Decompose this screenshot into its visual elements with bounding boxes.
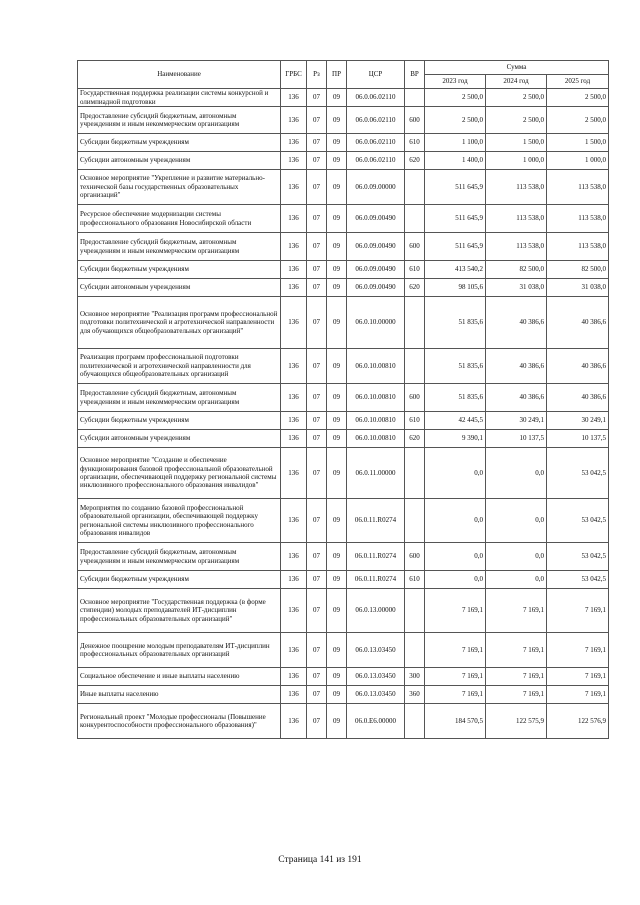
row-pr: 09 xyxy=(327,279,347,297)
row-grbs: 136 xyxy=(281,89,307,107)
row-2023: 51 835,6 xyxy=(425,349,486,384)
row-rz: 07 xyxy=(307,543,327,571)
row-csr: 06.0.13.03450 xyxy=(347,686,405,704)
row-grbs: 136 xyxy=(281,134,307,152)
table-row xyxy=(78,349,609,384)
row-csr: 06.0.06.02110 xyxy=(347,89,405,107)
row-pr: 09 xyxy=(327,543,347,571)
row-rz: 07 xyxy=(307,89,327,107)
row-grbs: 136 xyxy=(281,589,307,633)
row-pr: 09 xyxy=(327,170,347,205)
row-vr xyxy=(405,349,425,384)
header-csr: ЦСР xyxy=(347,61,405,89)
row-rz: 07 xyxy=(307,589,327,633)
table-row xyxy=(78,152,609,170)
row-grbs: 136 xyxy=(281,412,307,430)
row-2023: 511 645,9 xyxy=(425,205,486,233)
row-pr: 09 xyxy=(327,233,347,261)
row-2025: 2 500,0 xyxy=(547,89,609,107)
row-csr: 06.0.13.00000 xyxy=(347,589,405,633)
row-grbs: 136 xyxy=(281,261,307,279)
row-csr: 06.0.13.03450 xyxy=(347,633,405,668)
table-row xyxy=(78,668,609,686)
row-rz: 07 xyxy=(307,633,327,668)
row-csr: 06.0.06.02110 xyxy=(347,107,405,134)
row-pr: 09 xyxy=(327,571,347,589)
row-2023: 511 645,9 xyxy=(425,233,486,261)
row-2025: 40 386,6 xyxy=(547,349,609,384)
row-2025: 7 169,1 xyxy=(547,633,609,668)
row-vr: 610 xyxy=(405,261,425,279)
row-2023: 511 645,9 xyxy=(425,170,486,205)
row-2024: 10 137,5 xyxy=(486,430,547,448)
row-2024: 7 169,1 xyxy=(486,633,547,668)
row-name: Иные выплаты населению xyxy=(78,686,281,704)
table-row xyxy=(78,589,609,633)
row-rz: 07 xyxy=(307,448,327,499)
header-name: Наименование xyxy=(78,61,281,89)
row-2024: 0,0 xyxy=(486,543,547,571)
row-rz: 07 xyxy=(307,261,327,279)
row-2024: 7 169,1 xyxy=(486,668,547,686)
row-pr: 09 xyxy=(327,152,347,170)
row-vr: 600 xyxy=(405,233,425,261)
row-pr: 09 xyxy=(327,412,347,430)
row-2023: 7 169,1 xyxy=(425,633,486,668)
table-body xyxy=(78,89,609,739)
row-2025: 53 042,5 xyxy=(547,499,609,543)
row-vr: 600 xyxy=(405,107,425,134)
row-name: Предоставление субсидий бюджетным, автономным учреждениям и иным некоммерческим организациям xyxy=(78,543,281,571)
table-row xyxy=(78,170,609,205)
row-2023: 51 835,6 xyxy=(425,384,486,412)
row-pr: 09 xyxy=(327,205,347,233)
row-2024: 1 000,0 xyxy=(486,152,547,170)
row-vr xyxy=(405,704,425,739)
row-2025: 113 538,0 xyxy=(547,170,609,205)
table-row xyxy=(78,499,609,543)
table-row xyxy=(78,430,609,448)
row-rz: 07 xyxy=(307,571,327,589)
row-rz: 07 xyxy=(307,686,327,704)
header-2025: 2025 год xyxy=(547,75,609,89)
row-2023: 7 169,1 xyxy=(425,686,486,704)
table-row xyxy=(78,89,609,107)
row-2024: 40 386,6 xyxy=(486,384,547,412)
row-2023: 0,0 xyxy=(425,448,486,499)
table-row xyxy=(78,233,609,261)
row-name: Основное мероприятие "Создание и обеспечение функционирования базовой профессиональной образовательной организации, обеспечивающей поддержку региональной системы инклюзивного профессионального образования инвалидов" xyxy=(78,448,281,499)
row-vr: 620 xyxy=(405,279,425,297)
row-rz: 07 xyxy=(307,499,327,543)
row-pr: 09 xyxy=(327,89,347,107)
row-2024: 31 038,0 xyxy=(486,279,547,297)
row-pr: 09 xyxy=(327,134,347,152)
row-2024: 113 538,0 xyxy=(486,233,547,261)
row-2025: 31 038,0 xyxy=(547,279,609,297)
row-name: Субсидии автономным учреждениям xyxy=(78,430,281,448)
row-pr: 09 xyxy=(327,686,347,704)
budget-table xyxy=(77,60,609,739)
row-2024: 82 500,0 xyxy=(486,261,547,279)
row-2023: 1 400,0 xyxy=(425,152,486,170)
row-vr: 300 xyxy=(405,668,425,686)
row-csr: 06.0.09.00000 xyxy=(347,170,405,205)
row-csr: 06.0.11.R0274 xyxy=(347,571,405,589)
row-2023: 7 169,1 xyxy=(425,668,486,686)
row-name: Региональный проект "Молодые профессионалы (Повышение конкурентоспособности профессионального образования)" xyxy=(78,704,281,739)
row-pr: 09 xyxy=(327,297,347,349)
row-name: Мероприятия по созданию базовой профессиональной образовательной организации, обеспечивающей поддержку региональной системы инклюзивного профессионального образования инвалидов xyxy=(78,499,281,543)
row-pr: 09 xyxy=(327,261,347,279)
row-2023: 184 570,5 xyxy=(425,704,486,739)
row-grbs: 136 xyxy=(281,107,307,134)
row-csr: 06.0.10.00810 xyxy=(347,384,405,412)
row-2023: 0,0 xyxy=(425,543,486,571)
row-pr: 09 xyxy=(327,384,347,412)
header-rz: Рз xyxy=(307,61,327,89)
row-name: Государственная поддержка реализации системы конкурсной и олимпиадной подготовки xyxy=(78,89,281,107)
row-2024: 40 386,6 xyxy=(486,297,547,349)
row-csr: 06.0.10.00810 xyxy=(347,430,405,448)
row-name: Субсидии бюджетным учреждениям xyxy=(78,134,281,152)
row-2023: 2 500,0 xyxy=(425,107,486,134)
row-grbs: 136 xyxy=(281,170,307,205)
row-2024: 113 538,0 xyxy=(486,170,547,205)
row-vr: 360 xyxy=(405,686,425,704)
row-vr xyxy=(405,170,425,205)
row-grbs: 136 xyxy=(281,543,307,571)
row-2025: 113 538,0 xyxy=(547,205,609,233)
row-csr: 06.0.11.R0274 xyxy=(347,543,405,571)
row-name: Основное мероприятие "Укрепление и развитие материально-технической базы государственных образовательных организаций" xyxy=(78,170,281,205)
row-vr: 600 xyxy=(405,384,425,412)
row-grbs: 136 xyxy=(281,499,307,543)
row-name: Субсидии автономным учреждениям xyxy=(78,279,281,297)
row-rz: 07 xyxy=(307,412,327,430)
row-grbs: 136 xyxy=(281,633,307,668)
row-rz: 07 xyxy=(307,384,327,412)
row-grbs: 136 xyxy=(281,384,307,412)
header-pr: ПР xyxy=(327,61,347,89)
row-vr: 600 xyxy=(405,543,425,571)
header-vr: ВР xyxy=(405,61,425,89)
row-csr: 06.0.06.02110 xyxy=(347,152,405,170)
row-csr: 06.0.09.00490 xyxy=(347,261,405,279)
row-grbs: 136 xyxy=(281,686,307,704)
table-row xyxy=(78,448,609,499)
row-name: Предоставление субсидий бюджетным, автономным учреждениям и иным некоммерческим организациям xyxy=(78,107,281,134)
row-2024: 40 386,6 xyxy=(486,349,547,384)
row-pr: 09 xyxy=(327,668,347,686)
row-vr: 620 xyxy=(405,152,425,170)
row-csr: 06.0.06.02110 xyxy=(347,134,405,152)
row-name: Основное мероприятие "Реализация программ профессиональной подготовки политехнической и агротехнической направленности для обучающихся общеобразовательных организаций" xyxy=(78,297,281,349)
row-csr: 06.0.E6.00000 xyxy=(347,704,405,739)
row-name: Социальное обеспечение и иные выплаты населению xyxy=(78,668,281,686)
row-grbs: 136 xyxy=(281,297,307,349)
row-csr: 06.0.09.00490 xyxy=(347,279,405,297)
row-2024: 2 500,0 xyxy=(486,107,547,134)
row-rz: 07 xyxy=(307,233,327,261)
row-csr: 06.0.11.R0274 xyxy=(347,499,405,543)
header-sum: Сумма xyxy=(425,61,609,75)
row-pr: 09 xyxy=(327,633,347,668)
row-pr: 09 xyxy=(327,704,347,739)
row-csr: 06.0.10.00810 xyxy=(347,412,405,430)
row-2024: 1 500,0 xyxy=(486,134,547,152)
row-2023: 7 169,1 xyxy=(425,589,486,633)
row-2023: 413 540,2 xyxy=(425,261,486,279)
row-2025: 7 169,1 xyxy=(547,589,609,633)
row-2025: 53 042,5 xyxy=(547,448,609,499)
row-2024: 0,0 xyxy=(486,448,547,499)
row-name: Субсидии бюджетным учреждениям xyxy=(78,261,281,279)
row-pr: 09 xyxy=(327,448,347,499)
row-grbs: 136 xyxy=(281,448,307,499)
row-rz: 07 xyxy=(307,297,327,349)
row-vr xyxy=(405,589,425,633)
table-row xyxy=(78,261,609,279)
row-rz: 07 xyxy=(307,134,327,152)
row-name: Субсидии автономным учреждениям xyxy=(78,152,281,170)
row-grbs: 136 xyxy=(281,233,307,261)
table-row xyxy=(78,384,609,412)
row-grbs: 136 xyxy=(281,430,307,448)
row-grbs: 136 xyxy=(281,152,307,170)
row-2023: 1 100,0 xyxy=(425,134,486,152)
row-vr: 610 xyxy=(405,134,425,152)
row-grbs: 136 xyxy=(281,571,307,589)
table-row xyxy=(78,686,609,704)
row-vr: 610 xyxy=(405,412,425,430)
row-pr: 09 xyxy=(327,430,347,448)
row-2024: 0,0 xyxy=(486,571,547,589)
row-grbs: 136 xyxy=(281,349,307,384)
header-2024: 2024 год xyxy=(486,75,547,89)
table-row xyxy=(78,297,609,349)
row-2025: 82 500,0 xyxy=(547,261,609,279)
table-row xyxy=(78,633,609,668)
row-2023: 42 445,5 xyxy=(425,412,486,430)
row-2024: 0,0 xyxy=(486,499,547,543)
header-grbs: ГРБС xyxy=(281,61,307,89)
row-name: Основное мероприятие "Государственная поддержка (в форме стипендии) молодых преподавателей ИТ-дисциплин профессиональных образовательных организаций" xyxy=(78,589,281,633)
row-vr xyxy=(405,448,425,499)
row-2025: 40 386,6 xyxy=(547,384,609,412)
row-rz: 07 xyxy=(307,205,327,233)
row-2025: 53 042,5 xyxy=(547,571,609,589)
row-2024: 30 249,1 xyxy=(486,412,547,430)
row-2023: 9 390,1 xyxy=(425,430,486,448)
row-2025: 30 249,1 xyxy=(547,412,609,430)
row-csr: 06.0.09.00490 xyxy=(347,233,405,261)
row-pr: 09 xyxy=(327,589,347,633)
row-rz: 07 xyxy=(307,107,327,134)
row-rz: 07 xyxy=(307,152,327,170)
row-name: Реализация программ профессиональной подготовки политехнической и агротехнической направленности для обучающихся общеобразовательных организаций xyxy=(78,349,281,384)
row-2025: 7 169,1 xyxy=(547,668,609,686)
table-row xyxy=(78,134,609,152)
row-2025: 113 538,0 xyxy=(547,233,609,261)
row-grbs: 136 xyxy=(281,704,307,739)
row-2024: 113 538,0 xyxy=(486,205,547,233)
row-csr: 06.0.10.00000 xyxy=(347,297,405,349)
row-csr: 06.0.11.00000 xyxy=(347,448,405,499)
row-vr: 620 xyxy=(405,430,425,448)
row-pr: 09 xyxy=(327,107,347,134)
header-2023: 2023 год xyxy=(425,75,486,89)
page-number: Страница 141 из 191 xyxy=(278,855,362,865)
row-2023: 98 105,6 xyxy=(425,279,486,297)
row-rz: 07 xyxy=(307,349,327,384)
table-row xyxy=(78,571,609,589)
row-2025: 122 576,9 xyxy=(547,704,609,739)
row-name: Предоставление субсидий бюджетным, автономным учреждениям и иным некоммерческим организациям xyxy=(78,233,281,261)
row-grbs: 136 xyxy=(281,279,307,297)
row-2025: 53 042,5 xyxy=(547,543,609,571)
row-csr: 06.0.13.03450 xyxy=(347,668,405,686)
budget-page xyxy=(77,60,608,739)
row-2024: 2 500,0 xyxy=(486,89,547,107)
table-row xyxy=(78,279,609,297)
row-2025: 10 137,5 xyxy=(547,430,609,448)
row-2025: 1 000,0 xyxy=(547,152,609,170)
table-row xyxy=(78,412,609,430)
row-pr: 09 xyxy=(327,499,347,543)
row-vr xyxy=(405,297,425,349)
row-grbs: 136 xyxy=(281,205,307,233)
row-vr xyxy=(405,205,425,233)
row-rz: 07 xyxy=(307,704,327,739)
row-csr: 06.0.09.00490 xyxy=(347,205,405,233)
row-2023: 51 835,6 xyxy=(425,297,486,349)
table-row xyxy=(78,107,609,134)
row-rz: 07 xyxy=(307,279,327,297)
row-name: Предоставление субсидий бюджетным, автономным учреждениям и иным некоммерческим организациям xyxy=(78,384,281,412)
row-pr: 09 xyxy=(327,349,347,384)
row-2023: 0,0 xyxy=(425,499,486,543)
header-row-top xyxy=(78,61,609,75)
row-vr xyxy=(405,499,425,543)
row-2025: 40 386,6 xyxy=(547,297,609,349)
row-vr xyxy=(405,633,425,668)
row-grbs: 136 xyxy=(281,668,307,686)
row-2025: 2 500,0 xyxy=(547,107,609,134)
table-row xyxy=(78,205,609,233)
row-name: Ресурсное обеспечение модернизации системы профессионального образования Новосибирской области xyxy=(78,205,281,233)
row-name: Субсидии бюджетным учреждениям xyxy=(78,412,281,430)
row-2023: 2 500,0 xyxy=(425,89,486,107)
row-2025: 1 500,0 xyxy=(547,134,609,152)
row-2023: 0,0 xyxy=(425,571,486,589)
row-rz: 07 xyxy=(307,170,327,205)
row-2024: 122 575,9 xyxy=(486,704,547,739)
row-rz: 07 xyxy=(307,430,327,448)
row-name: Субсидии бюджетным учреждениям xyxy=(78,571,281,589)
table-row xyxy=(78,704,609,739)
row-rz: 07 xyxy=(307,668,327,686)
row-2024: 7 169,1 xyxy=(486,589,547,633)
row-2025: 7 169,1 xyxy=(547,686,609,704)
row-name: Денежное поощрение молодым преподавателям ИТ-дисциплин профессиональных образовательных организаций xyxy=(78,633,281,668)
row-vr xyxy=(405,89,425,107)
row-csr: 06.0.10.00810 xyxy=(347,349,405,384)
row-2024: 7 169,1 xyxy=(486,686,547,704)
row-vr: 610 xyxy=(405,571,425,589)
table-row xyxy=(78,543,609,571)
